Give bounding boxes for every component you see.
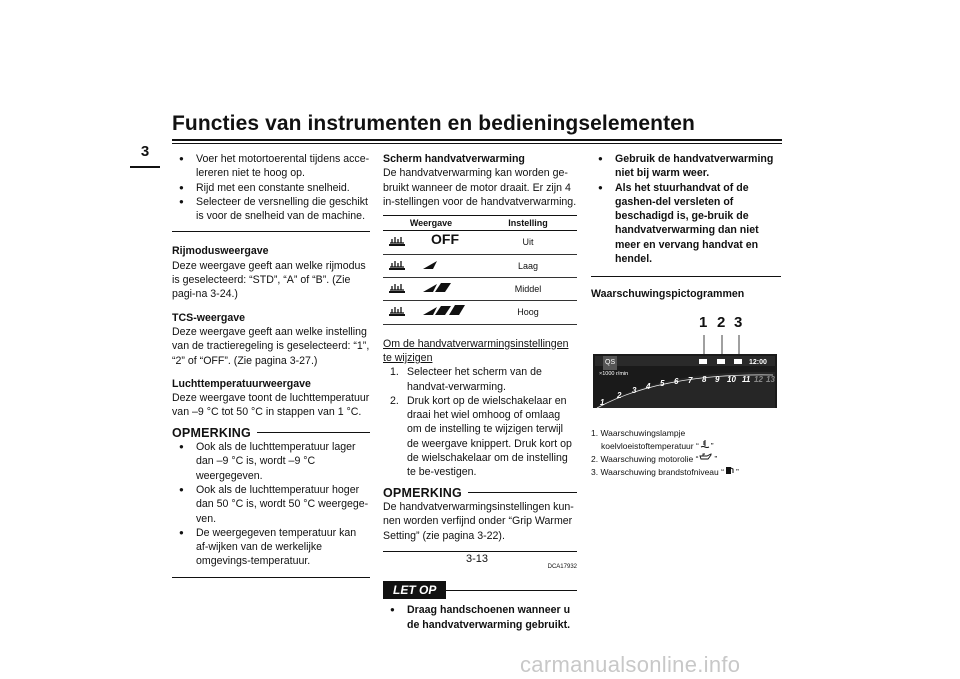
list-item: koelvloeistoftemperatuur “ ” [601,440,714,451]
page-header-title: Functies van instrumenten en bedieningselementen [172,112,695,135]
scale-label: 12 [754,374,763,384]
air-temp-heading: Luchttemperatuurweergave [172,377,311,390]
scale-label: 5 [660,378,665,388]
howto-heading: Om de handvatverwarmingsinstellingen te wijzigen [383,337,569,364]
scale-label: 11 [742,374,751,384]
ride-mode-heading: Rijmodusweergave [172,245,269,258]
grip-display-off [383,231,479,254]
chapter-marker [130,166,160,168]
grip-heater-icon [383,255,479,273]
list-item: ● Gebruik de handvatverwarming niet bij warm weer. [591,152,781,181]
scale-label: 8 [702,374,707,384]
list-item: ● De weergegeven temperatuur kan af-wijken van de werkelijke omgevings-temperatuur. [172,526,370,569]
section-divider [591,276,781,277]
column-3 [591,152,781,478]
caution-label: LET OP [383,581,446,599]
list-item: ● Ook als de luchttemperatuur lager dan –9 °C is, wordt –9 °C weergegeven. [172,440,370,483]
scale-label: 9 [715,374,720,384]
list-item: 1. Waarschuwingslampje [591,427,686,438]
figure-legend [591,428,781,478]
header-rule [172,139,782,141]
scale-label: 13 [766,374,775,384]
table-row [383,231,577,254]
note-title: OPMERKING [383,485,462,500]
table-cell: Hoog [479,301,577,324]
table-header: Weergave [383,216,479,231]
table-header: Instelling [479,216,577,231]
grip-heater-icon [383,278,479,296]
air-temp-text: Deze weergave toont de luchttemperatuur van –9 °C tot 50 °C in stappen van 1 °C. [172,392,370,419]
note-heading [172,426,370,440]
grip-display-high [383,301,479,324]
note-text: De handvatverwarmingsinstellingen kun-nen worden verfijnd onder “Grip Warmer Setting” (zie pagina 3-22). [383,500,574,542]
scale-label: 6 [674,376,679,386]
column-1 [172,152,370,586]
page-number: 3-13 [466,553,489,565]
ride-mode-text: Deze weergave geeft aan welke rijmodus is geselecteerd: “STD”, “A” of “B”. (Zie pagi-na 3-24.) [172,259,366,301]
scale-label: 4 [646,381,651,391]
list-item: ● Rijd met een constante snelheid. [172,181,370,195]
grip-heater-icon [383,301,479,319]
list-item: ● Selecteer de versnelling die geschikt is voor de snelheid van de machine. [172,195,370,224]
coolant-temperature-icon [699,439,711,449]
table-row [383,278,577,301]
section-divider [172,577,370,578]
list-item: ● Voer het motortoerental tijdens acce-lereren niet te hoog op. [172,152,370,181]
note-title: OPMERKING [172,425,251,440]
scale-label: 10 [727,374,736,384]
grip-display-mid [383,278,479,301]
section-divider [383,551,577,552]
grip-display-low [383,254,479,277]
list-item: ● Als het stuurhandvat of de gashen-del versleten of beschadigd is, ge-bruik de handvatverwarming dan niet meer en vervang handvat en hendel. [591,181,781,267]
section-divider [172,231,370,232]
callout-3: 3 [734,313,743,331]
caution-heading [383,581,577,599]
grip-text: De handvatverwarming kan worden ge-bruikt wanneer de motor draait. Er zijn 4 in-stellingen voor de handvatverwarming. [383,167,577,208]
grip-heading: Scherm handvatverwarming [383,153,525,165]
warning-icons-heading: Waarschuwingspictogrammen [591,288,745,301]
list-item: 1. Selecteer het scherm van de handvat-verwarming. [390,366,542,393]
scale-label: 2 [617,390,622,400]
tcs-text: Deze weergave geeft aan welke instelling van de tractieregeling is geselecteerd: “1”, “2” of “OFF”. (Zie pagina 3-27.) [172,325,370,367]
fuel-pump-icon [724,465,736,475]
watermark: carmanualsonline.info [520,652,741,677]
rpm-label: ×1000 r/min [599,370,629,377]
caution-code: DCA17932 [547,563,577,570]
table-row [383,301,577,324]
callout-2: 2 [717,313,726,331]
grip-off-label: OFF [431,231,459,248]
callout-1: 1 [699,313,708,331]
table-cell: Uit [479,231,577,254]
list-item: 3. Waarschuwing brandstofniveau “ ” [591,466,739,477]
tcs-heading: TCS-weergave [172,311,246,324]
note-heading [383,486,577,500]
quickshifter-label: QS [603,356,617,370]
list-item: ● Ook als de luchttemperatuur hoger dan 50 °C is, wordt 50 °C weergege-ven. [172,483,370,526]
scale-label: 3 [632,385,637,395]
header-rule-thin [172,143,782,144]
dashboard-figure [591,313,781,412]
grip-settings-table [383,215,577,324]
oil-can-icon [698,452,714,462]
list-item: 2. Waarschuwing motorolie “ ” [591,453,718,464]
table-cell: Laag [479,254,577,277]
chapter-number: 3 [140,143,150,160]
table-row [383,254,577,277]
table-cell: Middel [479,278,577,301]
list-item: 2. Druk kort op de wielschakelaar en draai het wiel omhoog of omlaag om de instelling te wijzigen terwijl de weergave knippert. Druk kort op de wielschakelaar om de instelling te be-vestigen. [390,394,572,479]
list-item: ● Draag handschoenen wanneer u de handvatverwarming gebruikt. [383,603,577,632]
scale-label: 7 [688,375,693,385]
scale-label: 1 [600,397,605,407]
clock-readout: 12:00 [749,358,767,366]
